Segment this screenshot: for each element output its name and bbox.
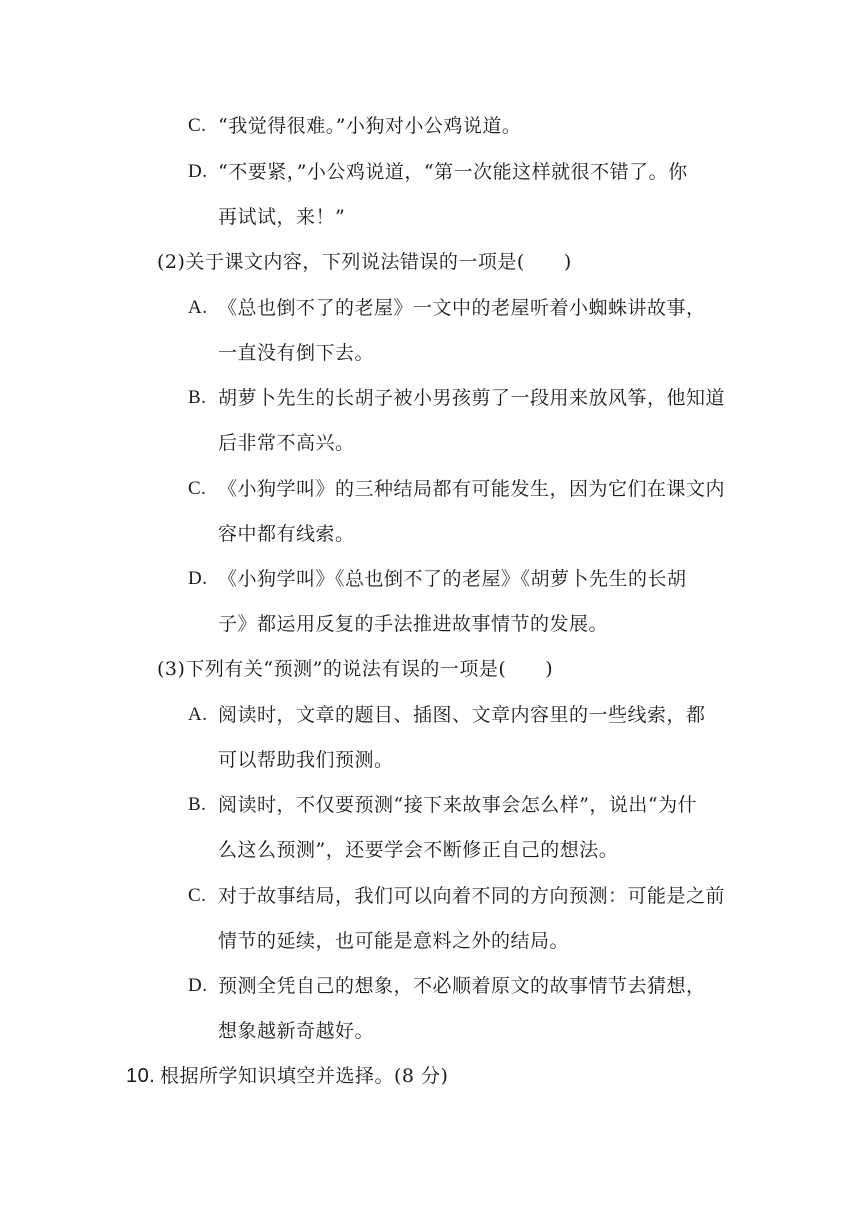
subquestion-3: (3)下列有关“预测”的说法有误的一项是( ) [157,658,554,680]
option-letter: A. [188,297,208,318]
question-text: 根据所学知识填空并选择。(8 分) [160,1065,449,1087]
option-d-q3-continuation: 想象越新奇越好。 [218,1020,375,1042]
option-letter: C. [188,115,207,136]
option-text: “我觉得很难。”小狗对小公鸡说道。 [218,115,522,137]
option-letter: A. [188,704,208,725]
option-c-q3-continuation: 情节的延续，也可能是意料之外的结局。 [218,930,570,952]
option-text: 《总也倒不了的老屋》一文中的老屋听着小蜘蛛讲故事， [218,297,706,319]
option-text: “不要紧，”小公鸡说道，“第一次能这样就很不错了。你 [218,161,688,183]
option-b-q2-continuation: 后非常不高兴。 [218,432,355,454]
option-d-q1-continuation: 再试试，来！” [218,206,346,228]
option-d-q2-continuation: 子》都运用反复的手法推进故事情节的发展。 [218,613,609,635]
option-text: 《小狗学叫》《总也倒不了的老屋》《胡萝卜先生的长胡 [218,568,687,590]
option-a-q3-continuation: 可以帮助我们预测。 [218,749,394,771]
option-text: 预测全凭自己的想象，不必顺着原文的故事情节去猜想， [218,975,706,997]
option-c-q2-continuation: 容中都有线索。 [218,523,355,545]
option-letter: D. [188,975,208,996]
option-a-q2-continuation: 一直没有倒下去。 [218,342,375,364]
option-letter: B. [188,794,207,815]
option-text: 胡萝卜先生的长胡子被小男孩剪了一段用来放风筝，他知道 [218,387,726,409]
option-text: 《小狗学叫》的三种结局都有可能发生，因为它们在课文内 [218,478,726,500]
option-letter: C. [188,885,207,906]
option-text: 阅读时，不仅要预测“接下来故事会怎么样”，说出“为什 [218,794,698,816]
subquestion-2: (2)关于课文内容，下列说法错误的一项是( ) [157,251,572,273]
question-number: 10. [126,1065,156,1087]
option-letter: B. [188,387,207,408]
option-text: 阅读时，文章的题目、插图、文章内容里的一些线索，都 [218,704,706,726]
option-letter: C. [188,478,207,499]
option-b-q3-continuation: 么这么预测”，还要学会不断修正自己的想法。 [218,839,619,861]
option-text: 对于故事结局，我们可以向着不同的方向预测：可能是之前 [218,885,726,907]
option-letter: D. [188,568,208,589]
option-letter: D. [188,161,208,182]
